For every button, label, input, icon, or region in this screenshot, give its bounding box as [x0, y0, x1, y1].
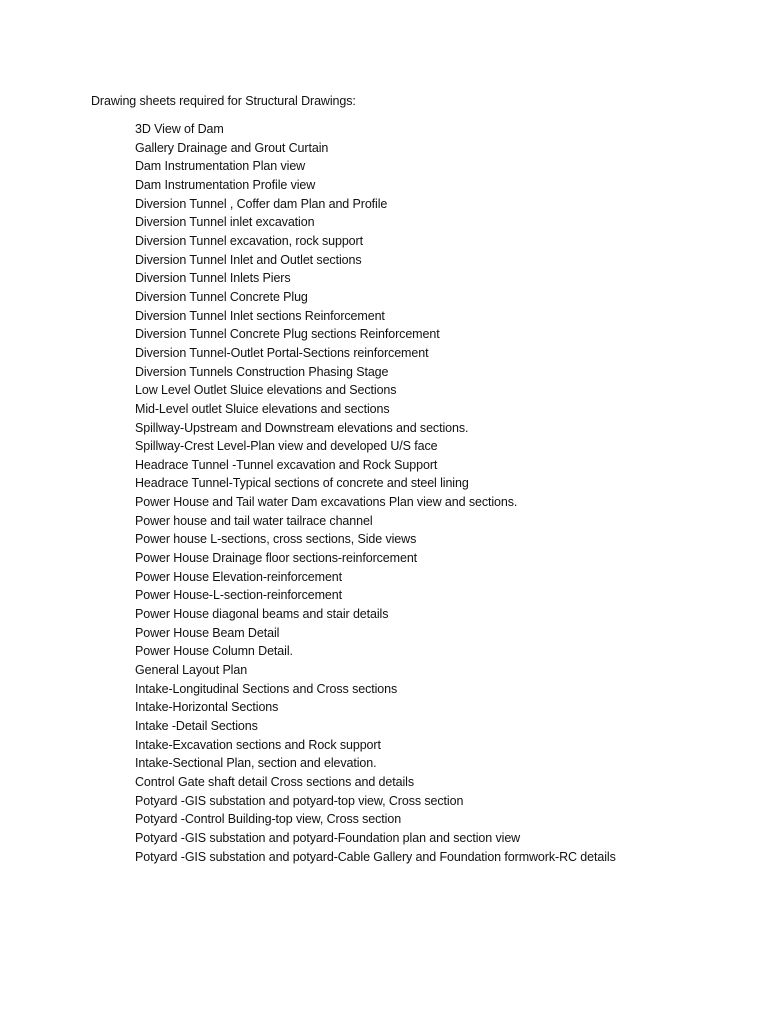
list-item-text: Diversion Tunnel Inlet sections Reinforcement — [135, 308, 385, 323]
list-item-text: Potyard -GIS substation and potyard-top view, Cross section — [135, 793, 464, 808]
list-item-text: Dam Instrumentation Plan view — [135, 159, 306, 174]
list-item-text: Headrace Tunnel -Tunnel excavation and Rock Support — [135, 457, 438, 472]
list-item-text: Control Gate shaft detail Cross sections and details — [135, 774, 414, 789]
list-item-text: General Layout Plan — [135, 663, 248, 678]
list-item-text: Potyard -GIS substation and potyard-Foundation plan and section view — [135, 830, 521, 845]
list-item-text: Power House Beam Detail — [135, 625, 280, 640]
list-item-text: Power House Column Detail. — [135, 644, 293, 659]
list-item-text: Diversion Tunnel Concrete Plug — [135, 289, 308, 304]
list-item-text: Diversion Tunnel Concrete Plug sections Reinforcement — [135, 327, 440, 342]
list-item-text: Gallery Drainage and Grout Curtain — [135, 140, 329, 155]
list-item-text: Intake-Horizontal Sections — [135, 700, 279, 715]
list-item-text: Diversion Tunnel-Outlet Portal-Sections reinforcement — [135, 345, 429, 360]
list-item-text: Power house L-sections, cross sections, Side views — [135, 532, 417, 547]
list-item-text: Power House and Tail water Dam excavations Plan view and sections. — [135, 495, 518, 510]
list-item-text: Diversion Tunnel Inlets Piers — [135, 271, 291, 286]
list-item-text: Headrace Tunnel-Typical sections of concrete and steel lining — [135, 476, 469, 491]
list-item-text: Potyard -Control Building-top view, Cross section — [135, 812, 402, 827]
list-item-text: Intake-Excavation sections and Rock support — [135, 737, 381, 752]
document-heading: Drawing sheets required for Structural Drawings: — [91, 94, 356, 108]
list-item-text: Power House diagonal beams and stair details — [135, 607, 389, 622]
list-item-text: Spillway-Crest Level-Plan view and developed U/S face — [135, 439, 438, 454]
list-item-text: Power house and tail water tailrace channel — [135, 513, 373, 528]
list-item-text: Diversion Tunnel Inlet and Outlet sections — [135, 252, 362, 267]
list-item-text: Low Level Outlet Sluice elevations and Sections — [135, 383, 397, 398]
list-item-text: Diversion Tunnel excavation, rock support — [135, 233, 363, 248]
list-item-text: Diversion Tunnel , Coffer dam Plan and Profile — [135, 196, 388, 211]
list-item-text: Power House-L-section-reinforcement — [135, 588, 343, 603]
list-item-text: Power House Drainage floor sections-reinforcement — [135, 551, 418, 566]
list-item-text: Intake-Longitudinal Sections and Cross sections — [135, 681, 398, 696]
list-item-text: 3D View of Dam — [135, 122, 224, 136]
list-item-text: Potyard -GIS substation and potyard-Cable Gallery and Foundation formwork-RC details — [135, 849, 616, 864]
list-item-text: Diversion Tunnel inlet excavation — [135, 215, 315, 230]
list-item-text: Power House Elevation-reinforcement — [135, 569, 343, 584]
list-item-text: Intake-Sectional Plan, section and elevation. — [135, 756, 377, 771]
list-item-text: Intake -Detail Sections — [135, 719, 258, 733]
list-item-text: Mid-Level outlet Sluice elevations and sections — [135, 401, 390, 416]
list-item-text: Dam Instrumentation Profile view — [135, 177, 316, 192]
list-item-text: Diversion Tunnels Construction Phasing Stage — [135, 364, 389, 379]
list-item-text: Spillway-Upstream and Downstream elevations and sections. — [135, 420, 469, 435]
